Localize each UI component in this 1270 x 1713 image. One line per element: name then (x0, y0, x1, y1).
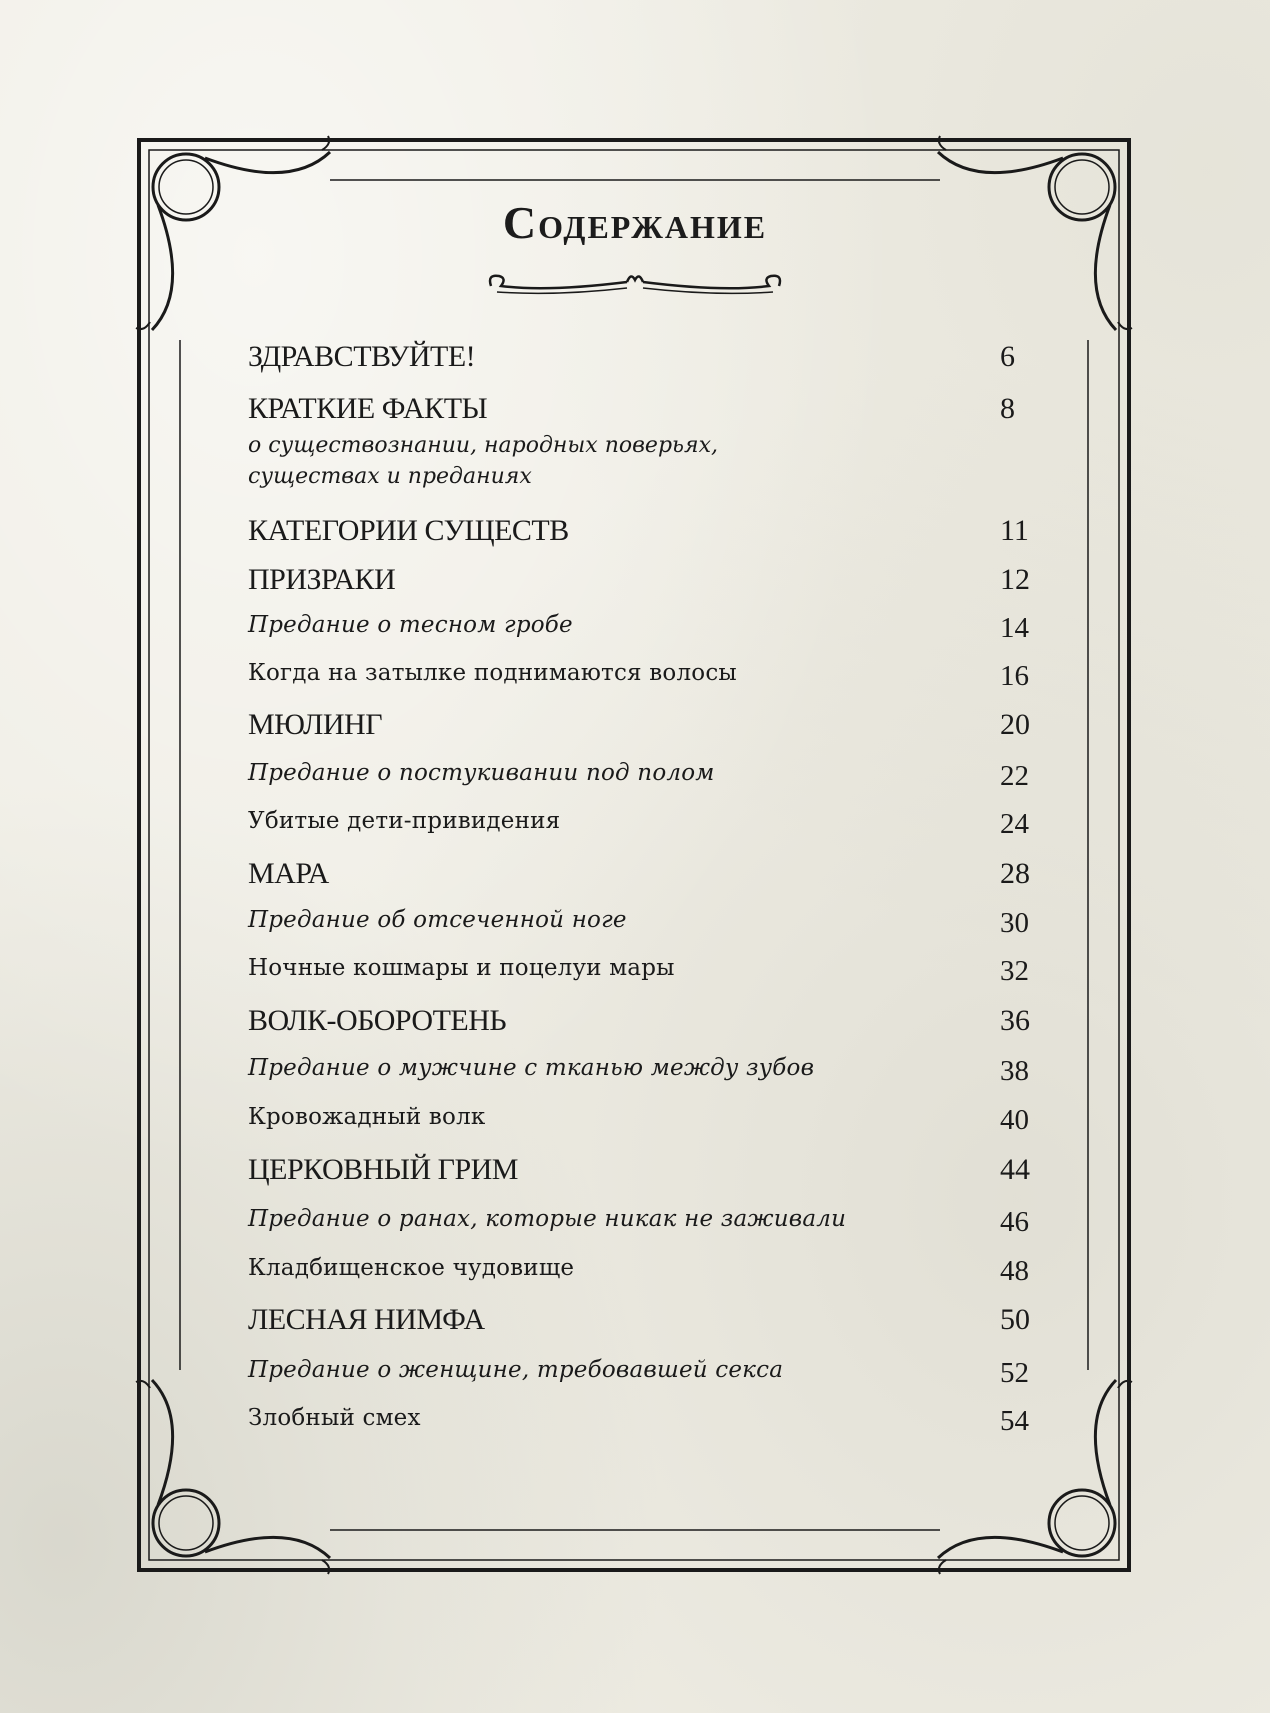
toc-page-number: 20 (1000, 708, 1030, 741)
toc-entry-title: Предание о мужчине с тканью между зубов (248, 1055, 815, 1081)
toc-entry-title: КРАТКИЕ ФАКТЫ (248, 392, 488, 425)
toc-entry-subtitle-line: о существознании, народных поверьях, (248, 433, 718, 458)
toc-entry-title: Предание о женщине, требовавшей секса (248, 1357, 784, 1383)
toc-page-number: 40 (1000, 1104, 1029, 1136)
toc-entry-title: МЮЛИНГ (248, 708, 383, 741)
toc-entry-title: ВОЛК-ОБОРОТЕНЬ (248, 1004, 507, 1037)
toc-page-number: 6 (1000, 340, 1015, 373)
toc-page-number: 22 (1000, 760, 1029, 792)
toc-page-number: 52 (1000, 1357, 1029, 1389)
toc-page-number: 12 (1000, 563, 1030, 596)
toc-entry-title: ЦЕРКОВНЫЙ ГРИМ (248, 1153, 518, 1186)
toc-page-number: 36 (1000, 1004, 1030, 1037)
toc-entry-title: ЗДРАВСТВУЙТЕ! (248, 340, 476, 373)
toc-entry-title: Кладбищенское чудовище (248, 1255, 575, 1281)
toc-page-number: 38 (1000, 1055, 1029, 1087)
toc-page-number: 48 (1000, 1255, 1029, 1287)
toc-entry-title: Когда на затылке поднимаются волосы (248, 660, 737, 686)
toc-entry-title: ЛЕСНАЯ НИМФА (248, 1303, 485, 1336)
toc-page-number: 8 (1000, 392, 1015, 425)
toc-page-number: 11 (1000, 514, 1029, 547)
toc-entry-title: КАТЕГОРИИ СУЩЕСТВ (248, 514, 569, 547)
toc-page-number: 46 (1000, 1206, 1029, 1238)
toc-entry-title: ПРИЗРАКИ (248, 563, 396, 596)
toc-entry-title: Предание об отсеченной ноге (248, 907, 627, 933)
toc-entry-title: МАРА (248, 857, 329, 890)
toc-entry-title: Предание о постукивании под полом (248, 760, 715, 786)
toc-entry-title: Предание о тесном гробе (248, 612, 573, 638)
page-title: Содержание (502, 197, 768, 248)
toc-entry-title: Кровожадный волк (248, 1104, 486, 1130)
toc-entry-title: Убитые дети-привидения (248, 808, 561, 834)
toc-page-number: 30 (1000, 907, 1029, 939)
toc-page-number: 44 (1000, 1153, 1030, 1186)
toc-entry-title: Злобный смех (248, 1405, 421, 1431)
toc-page-number: 32 (1000, 955, 1029, 987)
toc-page-number: 28 (1000, 857, 1030, 890)
toc-entry-title: Предание о ранах, которые никак не заживали (248, 1206, 847, 1232)
toc-page-number: 54 (1000, 1405, 1029, 1437)
title-flourish-ornament (477, 266, 793, 300)
toc-page-number: 16 (1000, 660, 1029, 692)
toc-page-number: 14 (1000, 612, 1029, 644)
toc-entry-title: Ночные кошмары и поцелуи мары (248, 955, 675, 981)
toc-entry-subtitle-line: существах и преданиях (248, 464, 532, 489)
toc-page-number: 50 (1000, 1303, 1030, 1336)
toc-page-number: 24 (1000, 808, 1029, 840)
toc-entry-subtitle (248, 430, 718, 492)
